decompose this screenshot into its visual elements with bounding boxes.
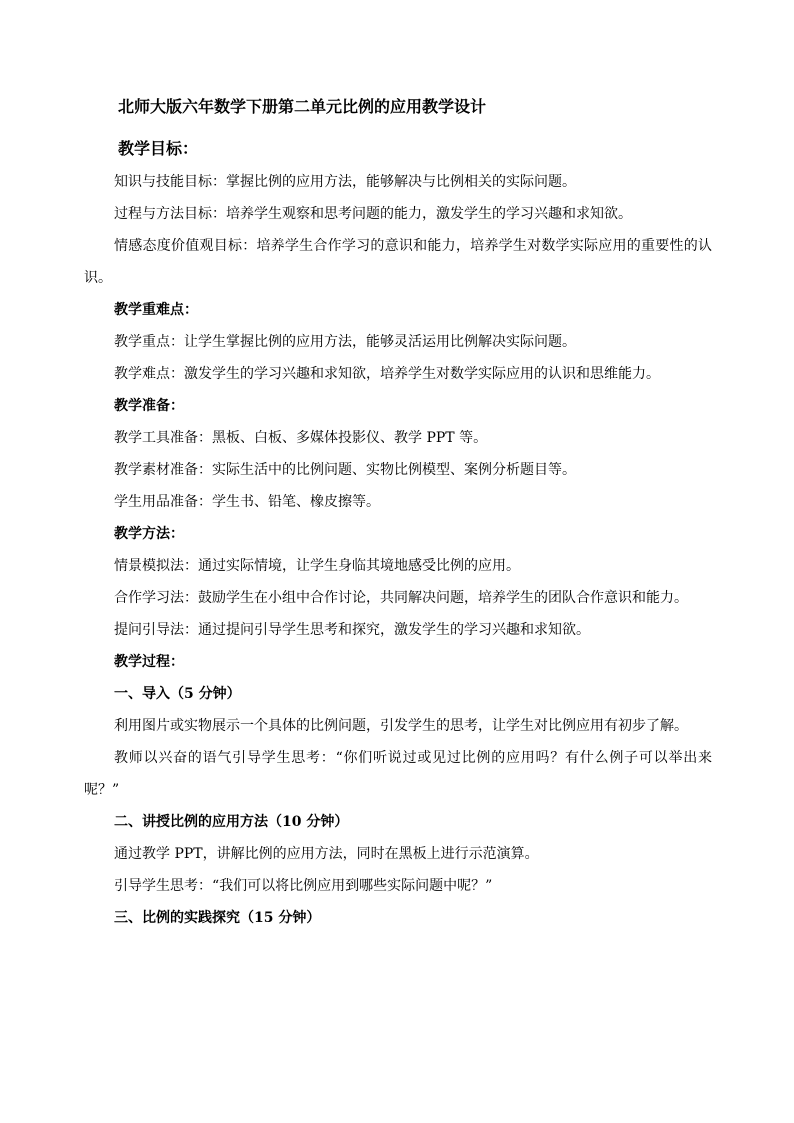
preparation-supplies: 学生用品准备：学生书、铅笔、橡皮擦等。: [114, 494, 380, 510]
method-simulation: 情景模拟法：通过实际情境，让学生身临其境地感受比例的应用。: [114, 558, 520, 574]
step1-paragraph-2: 教师以兴奋的语气引导学生思考：“你们听说过或见过比例的应用吗？有什么例子可以举出来呢？”: [84, 750, 712, 798]
objectives-heading: 教学目标：: [118, 139, 199, 158]
methods-heading: 教学方法：: [114, 526, 184, 542]
process-heading: 教学过程：: [114, 654, 184, 670]
step2-paragraph-1: 通过教学 PPT，讲解比例的应用方法，同时在黑板上进行示范演算。: [114, 846, 539, 862]
method-cooperation: 合作学习法：鼓励学生在小组中合作讨论，共同解决问题，培养学生的团队合作意识和能力。: [114, 590, 688, 606]
preparation-heading: 教学准备：: [114, 398, 184, 414]
objective-process: 过程与方法目标：培养学生观察和思考问题的能力，激发学生的学习兴趣和求知欲。: [114, 206, 632, 222]
step1-heading: 一、导入（5 分钟）: [114, 686, 241, 702]
method-questioning: 提问引导法：通过提问引导学生思考和探究，激发学生的学习兴趣和求知欲。: [114, 622, 590, 638]
document-body: [84, 94, 712, 934]
step1-paragraph-1: 利用图片或实物展示一个具体的比例问题，引发学生的思考，让学生对比例应用有初步了解。: [114, 718, 688, 734]
key-points-heading: 教学重难点：: [114, 302, 198, 318]
preparation-tools: 教学工具准备：黑板、白板、多媒体投影仪、教学 PPT 等。: [114, 430, 488, 446]
key-point-focus: 教学重点：让学生掌握比例的应用方法，能够灵活运用比例解决实际问题。: [114, 334, 576, 350]
step2-heading: 二、讲授比例的应用方法（10 分钟）: [114, 814, 349, 830]
step2-paragraph-2: 引导学生思考：“我们可以将比例应用到哪些实际问题中呢？”: [114, 878, 493, 894]
objective-attitude: 情感态度价值观目标：培养学生合作学习的意识和能力，培养学生对数学实际应用的重要性的认识。: [84, 238, 712, 286]
preparation-materials: 教学素材准备：实际生活中的比例问题、实物比例模型、案例分析题目等。: [114, 462, 576, 478]
objective-knowledge: 知识与技能目标：掌握比例的应用方法，能够解决与比例相关的实际问题。: [114, 174, 576, 190]
document-title: 北师大版六年数学下册第二单元比例的应用教学设计: [118, 97, 487, 116]
key-point-difficulty: 教学难点：激发学生的学习兴趣和求知欲，培养学生对数学实际应用的认识和思维能力。: [114, 366, 660, 382]
step3-heading: 三、比例的实践探究（15 分钟）: [114, 910, 321, 926]
